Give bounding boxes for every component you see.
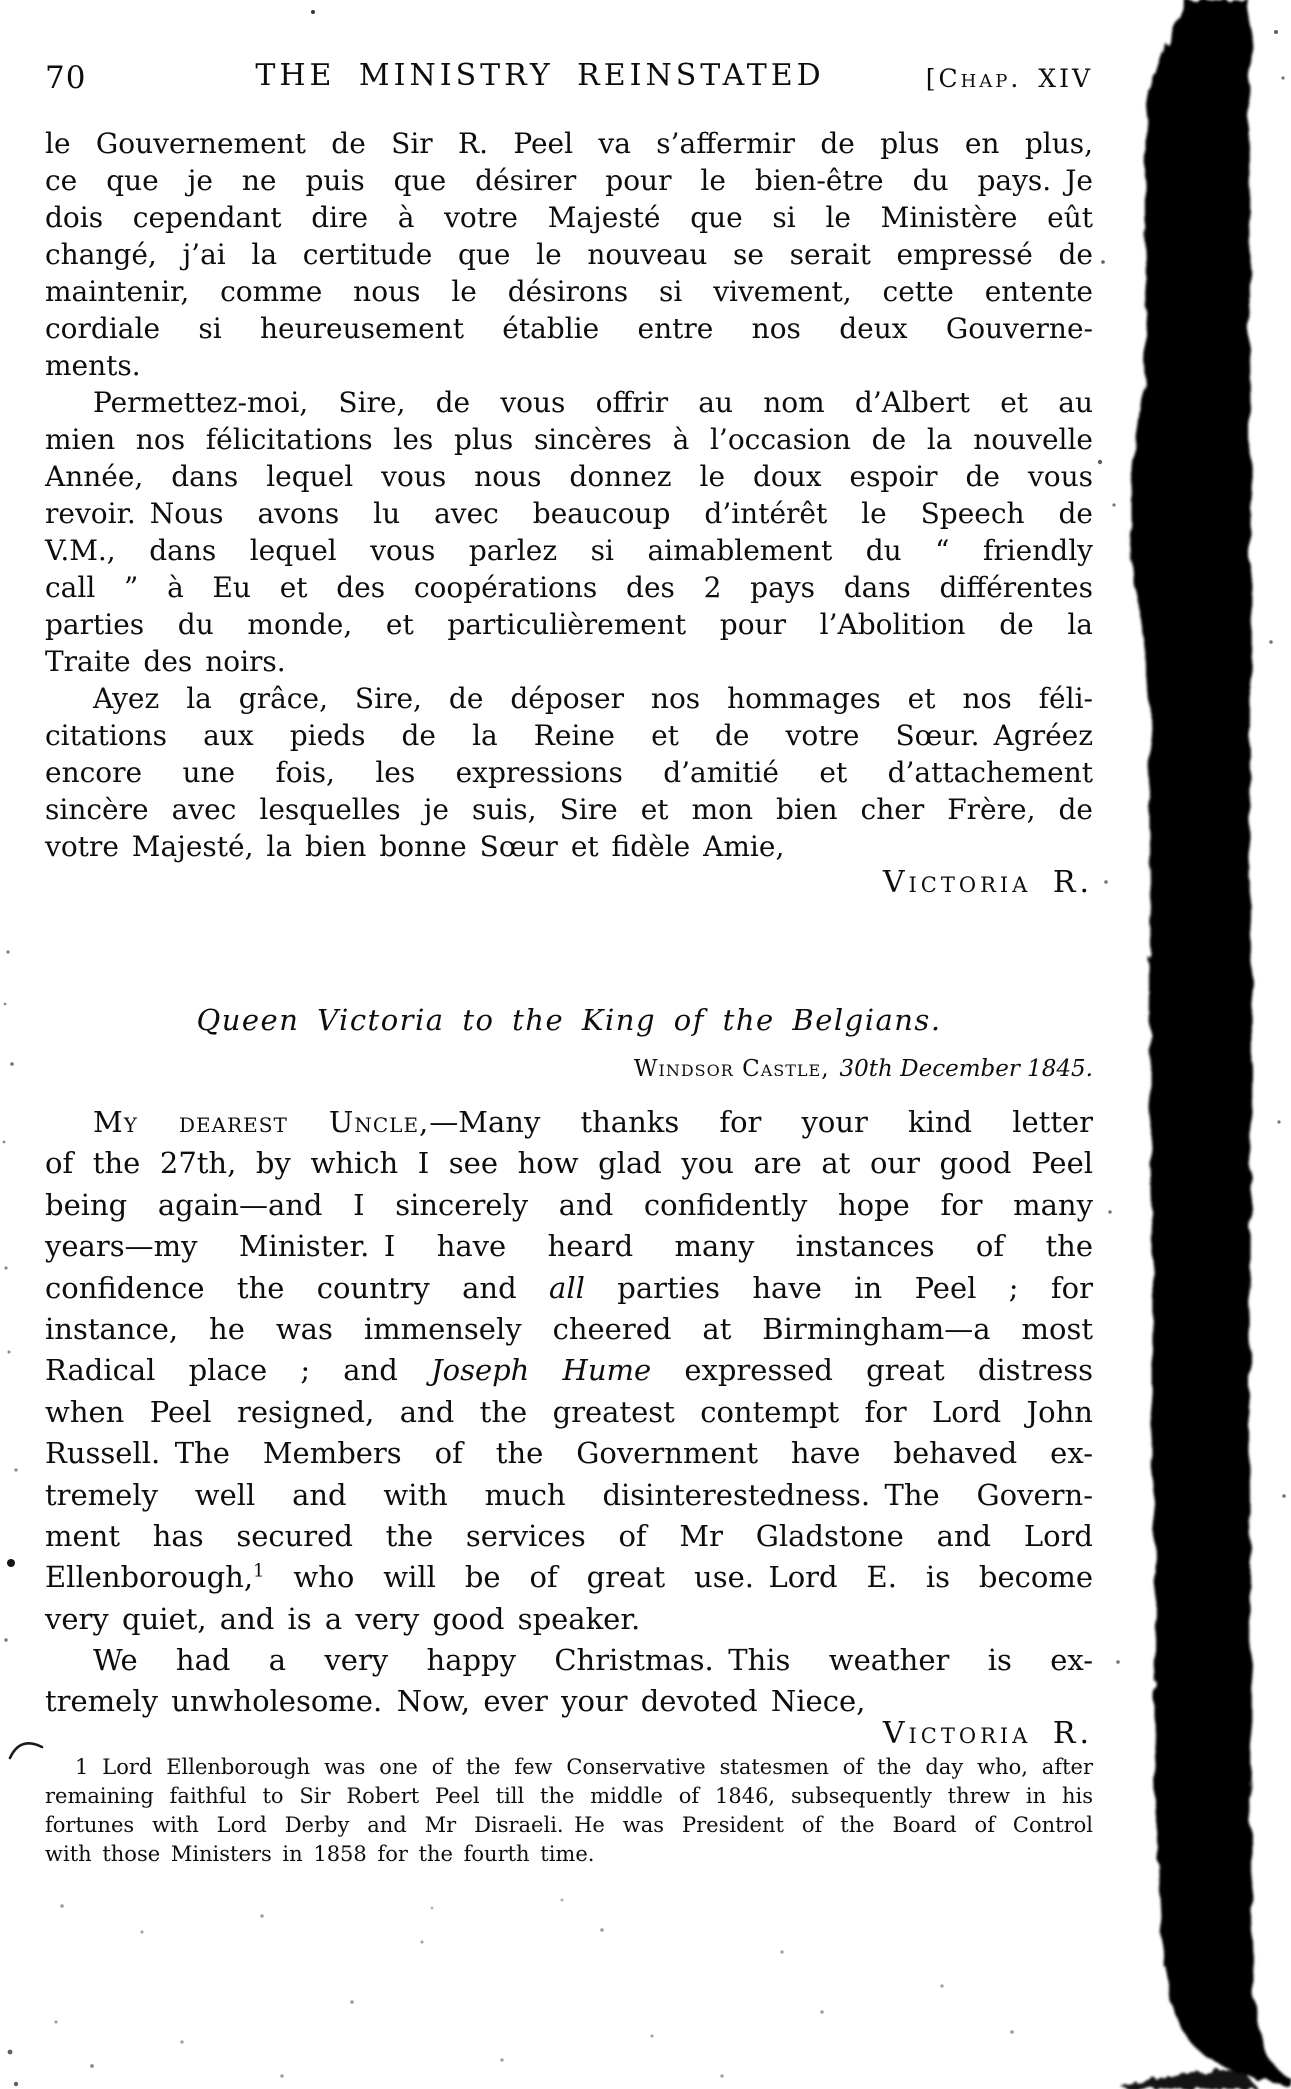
letter-line: Radical place ; and Joseph Hume expressed great distress xyxy=(45,1353,1093,1388)
letter-line: being again—and I sincerely and confidently hope for many xyxy=(45,1187,1093,1222)
letter-line: Ellenborough,$^1$ who will be of great use. Lord E. is become xyxy=(45,1560,1093,1595)
page-number: 70 xyxy=(45,60,87,96)
letter-line: ce que je ne puis que désirer pour le bien-être du pays. Je xyxy=(45,164,1093,197)
letter-line: very quiet, and is a very good speaker. xyxy=(45,1601,641,1636)
letter-line: confidence the country and all parties have in Peel ; for xyxy=(45,1270,1093,1305)
letter-line: years—my Minister. I have heard many instances of the xyxy=(45,1229,1093,1264)
letter-line: votre Majesté, la bien bonne Sœur et fidèle Amie, xyxy=(45,830,785,863)
letter-line: Traite des noirs. xyxy=(45,645,286,678)
letter-line: V.M., dans lequel vous parlez si aimablement du “ friendly xyxy=(45,534,1093,567)
dateline-date: 30th December 1845. xyxy=(839,1056,1093,1082)
letter-line: ments. xyxy=(45,349,141,382)
letter-dateline xyxy=(45,1056,1101,1082)
letter-line: Ayez la grâce, Sire, de déposer nos hommages et nos féli- xyxy=(93,682,1093,715)
french-letter-signature: Victoria R. xyxy=(882,865,1093,900)
letter-line: ment has secured the services of Mr Gladstone and Lord xyxy=(45,1518,1093,1553)
dateline-place: Windsor Castle, xyxy=(633,1056,830,1082)
letter-line: 1 Lord Ellenborough was one of the few Conservative statesmen of the day who, after xyxy=(75,1755,1093,1779)
letter-line: maintenir, comme nous le désirons si vivement, cette entente xyxy=(45,275,1093,308)
section-heading: Queen Victoria to the King of the Belgians. xyxy=(196,1003,942,1037)
letter-line: with those Ministers in 1858 for the fourth time. xyxy=(45,1842,595,1866)
margin-bullet-mark xyxy=(7,1559,15,1567)
english-letter-body xyxy=(45,1102,1093,1723)
letter-line: call ” à Eu et des coopérations des 2 pays dans différentes xyxy=(45,571,1093,604)
english-letter-signature: Victoria R. xyxy=(882,1716,1093,1751)
letter-line: Permettez-moi, Sire, de vous offrir au nom d’Albert et au xyxy=(93,386,1093,419)
chapter-marker: [Chap. XIV xyxy=(925,64,1093,93)
letter-line: Année, dans lequel vous nous donnez le doux espoir de vous xyxy=(45,460,1093,493)
letter-line: cordiale si heureusement établie entre nos deux Gouverne- xyxy=(45,312,1093,345)
letter-line: tremely unwholesome. Now, ever your devoted Niece, xyxy=(45,1684,866,1719)
letter-line: dois cependant dire à votre Majesté que si le Ministère eût xyxy=(45,201,1093,234)
letter-line: tremely well and with much disinterestedness. The Govern- xyxy=(45,1477,1093,1512)
letter-line: encore une fois, les expressions d’amitié et d’attachement xyxy=(45,756,1093,789)
letter-line: changé, j’ai la certitude que le nouveau se serait empressé de xyxy=(45,238,1093,271)
letter-line: when Peel resigned, and the greatest contempt for Lord John xyxy=(45,1394,1093,1429)
letter-line: of the 27th, by which I see how glad you are at our good Peel xyxy=(45,1146,1093,1181)
letter-line: instance, he was immensely cheered at Birmingham—a most xyxy=(45,1311,1093,1346)
letter-line: fortunes with Lord Derby and Mr Disraeli. He was President of the Board of Control xyxy=(45,1813,1093,1837)
french-letter-body xyxy=(45,125,1093,865)
letter-line: We had a very happy Christmas. This weather is ex- xyxy=(93,1643,1093,1678)
letter-line: le Gouvernement de Sir R. Peel va s’affermir de plus en plus, xyxy=(45,127,1093,160)
letter-line: sincère avec lesquelles je suis, Sire et mon bien cher Frère, de xyxy=(45,793,1093,826)
scan-gutter-band xyxy=(1120,0,1291,2089)
letter-line: Russell. The Members of the Government have behaved ex- xyxy=(45,1436,1093,1471)
letter-line: revoir. Nous avons lu avec beaucoup d’intérêt le Speech de xyxy=(45,497,1093,530)
footnote xyxy=(45,1753,1093,1869)
letter-line: remaining faithful to Sir Robert Peel till the middle of 1846, subsequently threw in his xyxy=(45,1784,1093,1808)
letter-line: My dearest Uncle,—Many thanks for your kind letter xyxy=(93,1105,1094,1139)
letter-line: citations aux pieds de la Reine et de votre Sœur. Agréez xyxy=(45,719,1093,752)
letter-line: mien nos félicitations les plus sincères à l’occasion de la nouvelle xyxy=(45,423,1093,456)
margin-pen-mark xyxy=(10,1743,42,1758)
letter-line: parties du monde, et particulièrement pour l’Abolition de la xyxy=(45,608,1093,641)
running-title: THE MINISTRY REINSTATED xyxy=(255,58,825,93)
